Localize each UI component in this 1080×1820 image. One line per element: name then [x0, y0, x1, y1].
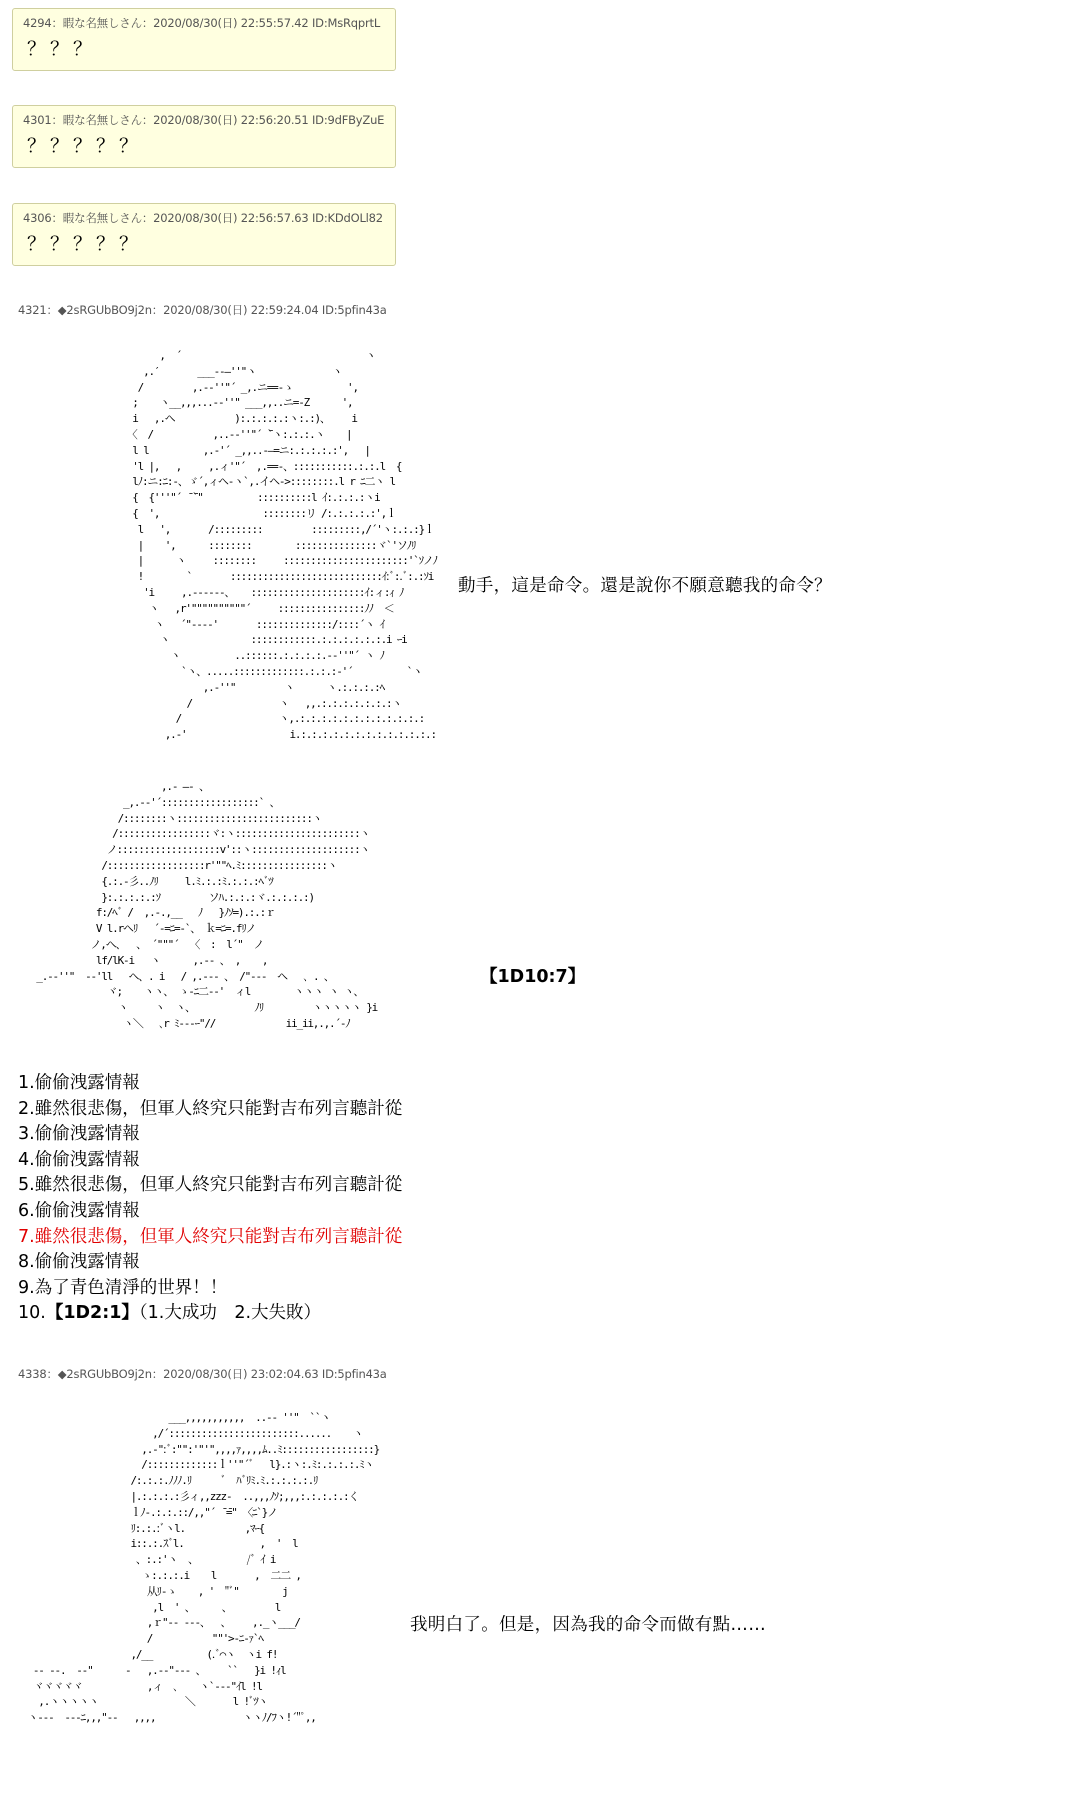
ascii-art-face-1: , ´ ヽ ,.′ ___--―''"ヽ ヽ / ,.-‐''"´ _,.ニ==-ゝ ', ; ヽ__,,,...-‐''" ___,,..ニ=-Z ', i ,.ヘ ):.:.:.:.:ヽ:.:)、 i 〈 / ,..-‐''"´ ̄`ヽ:.:.:.ヽ | l l ,.-'´ _,,..-―=ニ:.:.:.:.:', | 'l |, , ,.ィ'"´ ,.==-、:::::::::::.:.:.l { lﾉ:ニ:ﾆ:-、ゞ´,ィヘ-ヽ`,.イヘ->::::::::.l r ﾆ二ヽ l { {'''"´ ̄ ̄`" ::::::::::l ｲ:.:.:.:ヽi { ', ::::::::リ /:.:.:.:.:',ｌ l ', /::::::::: :::::::::,/´'ヽ:.:.:}ｌ | ', :::::::: :::::::::::::::ヾ`'ソﾉﾘ | ヽ :::::::: :::::::::::::::::::::::'`ｿノﾉ ! ` ::::::::::::::::::::::::::::ｲ:ﾞ:.ﾞ:.:ｿi 'i ,.-‐‐‐‐-、 :::::::::::::::::::::ｲ:ィ:ｨ ﾉ ヽ ,r'""""""""""´ ::::::::::::::::ﾉﾉ ＜ ヽ ´"--‐‐' ::::::::::::::/::::´ヽ ｲ ヽ ::::::::::::.:.:.:.:.:.:.i ｰi ヽ ..::::::.:.:.:.:.-‐''"´ ヽ ﾉ `ヽ、.....:::::::::::::.:.:.:-'´ `ヽ ,.‐''" ヽ ヽ.:.:.:.:ﾍ / ヽ ,,.:.:.:.:.:.:.:ヽ / ヽ,.:.:.:.:.:.:.:.:.:.:.:.: ,.-' i.:.:.:.:.:.:.:.:.:.:.:.:.: — [126, 349, 437, 742]
choice-item-4: 4.偷偷洩露情報 — [18, 1149, 140, 1170]
choice-10-prefix: 10. — [18, 1303, 46, 1324]
reply-4294 — [12, 8, 396, 71]
choice-item-2: 2.雖然很悲傷，但軍人終究只能對吉布列言聽計從 — [18, 1098, 403, 1119]
reply-4306 — [12, 203, 396, 266]
choice-item-10 — [18, 1301, 402, 1327]
reply-body: ？？？ — [27, 38, 97, 60]
choice-item-1: 1.偷偷洩露情報 — [18, 1073, 140, 1093]
reply-body: ？？？？？ — [27, 233, 143, 255]
choice-list — [18, 1071, 402, 1327]
choice-10-outcomes: （1.大成功 2.大失敗） — [138, 1303, 322, 1324]
dice-roll-1d10: 【1D10:7】 — [480, 967, 586, 987]
choice-item-9: 9.為了青色清淨的世界！！ — [18, 1277, 228, 1298]
reply-header: 4301：暇な名無しさん：2020/08/30(日) 22:56:20.51 ID:9dFByZuE — [23, 113, 385, 127]
post-header-4338: 4338：◆2sRGUbBO9j2n：2020/08/30(日) 23:02:04.63 ID:5pfin43a — [18, 1367, 387, 1381]
dialog-line-2: 我明白了。但是，因為我的命令而做有點…… — [410, 1615, 766, 1635]
ascii-art-figure-2: ,.‐ ―‐ 、 _,.-‐'´::::::::::::::::::` 、 /::::::::ヽ:::::::::::::::::::::::::ヽ /:::::::::::::::::ヾ:ヽ:::::::::::::::::::::::ヽ ノ:::::::::::::::::::v'::ヽ::::::::::::::::::::ヽ /::::::::::::::::::r'""ﾍ.ﾐ::::::::::::::::ヽ {.:.-彡..ﾉﾘ l.ﾐ.:.:ﾐ.:.:.:ﾍﾞﾂ }:.:.:.:.:ｿ ソﾊ.:.:.:ヾ.:.:.:.:) f:/ﾍﾞ / ,.-.,__ ﾉ }ﾉｿ=).:.:ｒ V l.rヘﾘ ´-=ﾆ=-`、 ｋ=ﾆ=.fﾘノ ノ,ヘ、 、 ´"""´ 〈 : l´" ノ lf/lK-i ヽ ,.-‐ 、 , , _.-‐''" -‐'ll ヘ、. i / ,.-‐‐ 、 /"‐‐- ヘ ､ . 、 ヾ; ヽヽ、 ゝ-ﾆ二‐‐' ィl ヽヽヽ ヽ ヽ、 ヽ ヽ ヽ、 ﾉﾘ ヽヽヽヽヽ }i ヽ＼ ､r ﾐ‐‐‐ｰ"// ii_ii,.,.´‐ﾉ — [36, 780, 378, 1030]
dialog-line-1: 動手，這是命令。還是說你不願意聽我的命令？ — [458, 576, 832, 596]
reply-4301 — [12, 105, 396, 168]
choice-item-3: 3.偷偷洩露情報 — [18, 1124, 140, 1145]
reply-header: 4294：暇な名無しさん：2020/08/30(日) 22:55:57.42 ID:MsRqprtL — [23, 16, 381, 30]
reply-body: ？？？？？ — [27, 135, 143, 157]
ascii-art-figure-3: ___,,,,,,,,,,, ..-‐ ''" ``ヽ ,/´::::::::::::::::::::::::...... ヽ ,.-":ﾞ:"":'"'",,,,ｧ,,,,ﾑ..ﾐ:::::::::::::::::} /:::::::::::::ｌ''"´ﾞ l}.:ヽ:.ﾐ:.:.:.:.ﾐヽ /:.:.:.ﾉﾉﾉ.ﾘ ﾞ ﾊﾞﾘﾐ.ﾐ.:.:.:.:.ﾘ |.:.:.:.:彡ィ,,zzz- ..,,,ﾉｿ;,,,:.:.:.:.:く ｌﾉ-.:.:.::/,,"´ ̄ ̄=" 〈ﾆ`}ノ ﾘ:.:.:ﾞヽl. ,ﾏｰ{ i::.:.ｽﾞl. , ' l 、:.:'ヽ 、 /ﾞ ｲ i ゝ:.:.:.i l , 二二 , 从ﾘ-ゝ , ' "ﾞ" j ,l ' 、 、 l ,ｒ"‐‐ ‐‐-、 、 ,._ヽ___/ / ""'>‐ﾆ‐ｧ`ﾍ ,/__ (.ﾞ⌒ヽ ヽi f! -- --. -‐" ‐ ,.-‐"‐‐‐ 、 `` }i !ｨl ヾヾヾヾヾ ,ィ ､ ヽ`-‐‐"ｲl !l ,.ヽヽヽヽヽ ＼ l !ﾞﾂヽ ヽ‐‐‐ ‐‐‐ﾆ,,,"‐‐ ,,,, ヽヽﾉ/ﾌヽ!´"ﾟ,, — [27, 1411, 379, 1725]
post-header-4321: 4321：◆2sRGUbBO9j2n：2020/08/30(日) 22:59:24.04 ID:5pfin43a — [18, 303, 387, 317]
reply-header: 4306：暇な名無しさん：2020/08/30(日) 22:56:57.63 ID:KDdOLl82 — [23, 211, 383, 225]
choice-item-6: 6.偷偷洩露情報 — [18, 1200, 140, 1221]
dice-roll-1d2: 【1D2:1】 — [45, 1303, 139, 1324]
choice-item-8: 8.偷偷洩露情報 — [18, 1252, 140, 1273]
choice-item-5: 5.雖然很悲傷，但軍人終究只能對吉布列言聽計從 — [18, 1175, 403, 1196]
choice-item-7-selected: 7.雖然很悲傷，但軍人終究只能對吉布列言聽計從 — [18, 1226, 403, 1247]
